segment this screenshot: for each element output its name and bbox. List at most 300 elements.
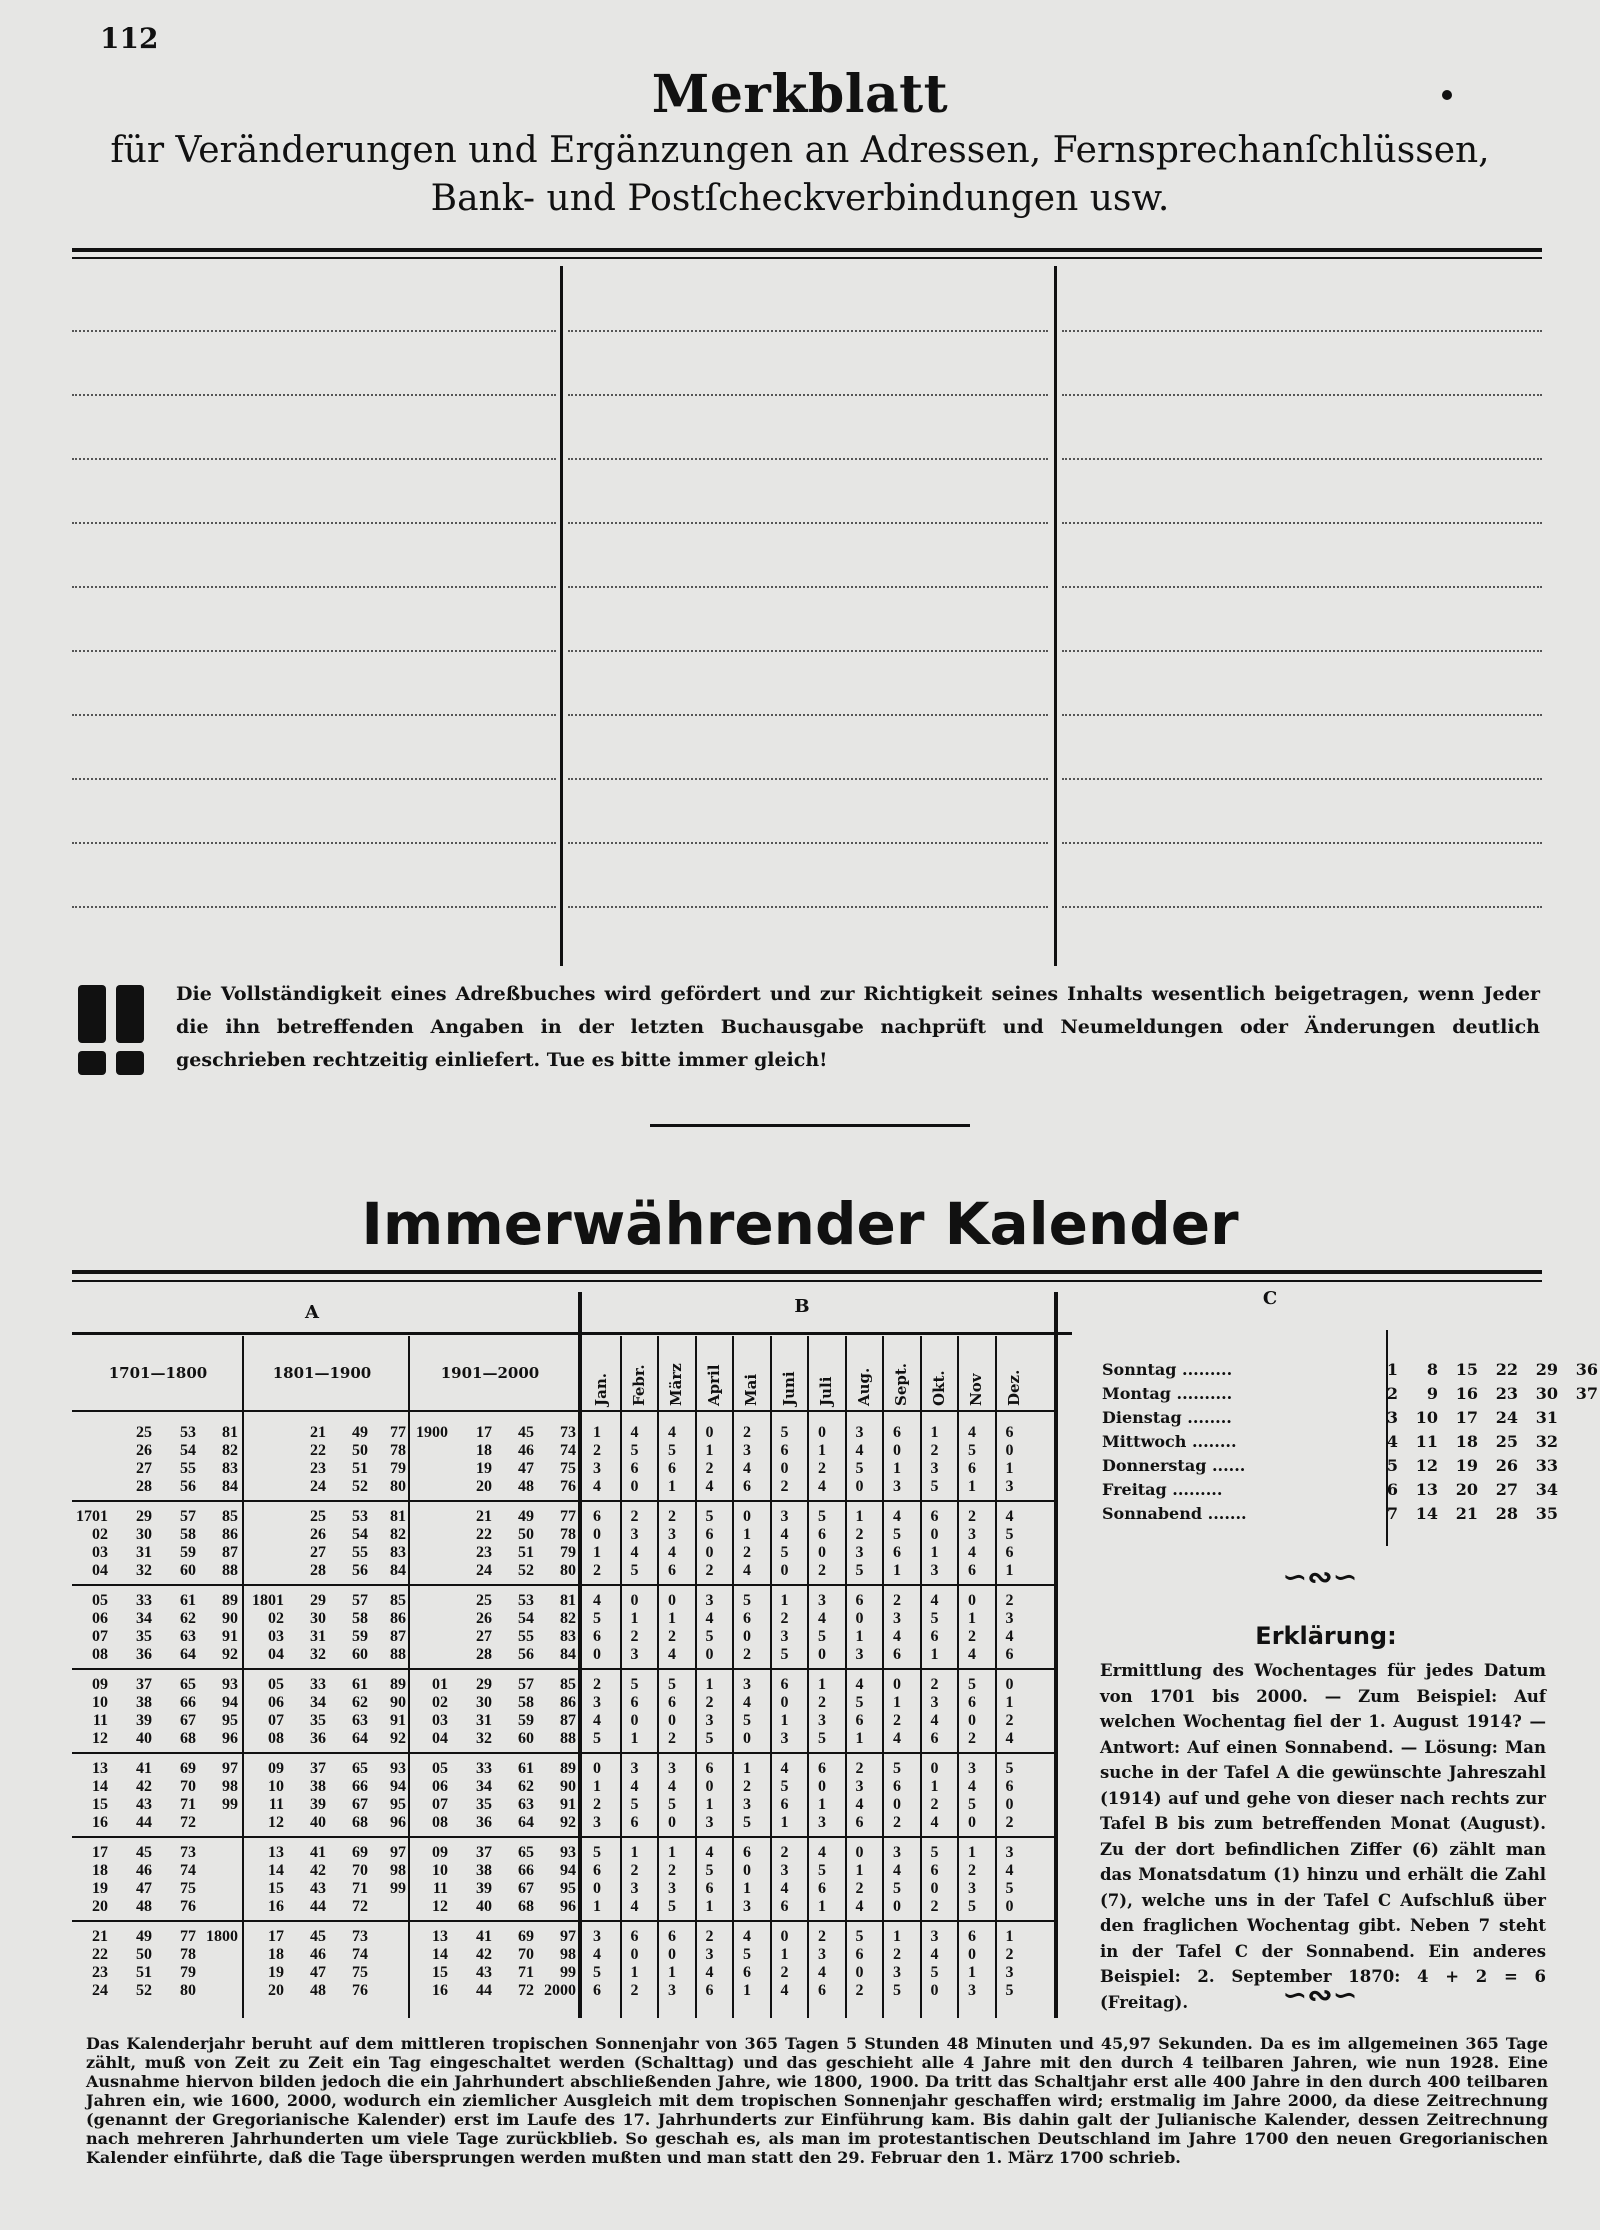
entry-line: [568, 842, 1048, 844]
month-code-cell: 3: [780, 1862, 789, 1879]
year-cell: 73: [352, 1928, 368, 1945]
year-cell: 28: [136, 1478, 152, 1495]
year-cell: 79: [390, 1460, 406, 1477]
table-a-b-divider: [578, 1292, 582, 2018]
year-cell: 62: [352, 1694, 368, 1711]
year-cell: 60: [518, 1730, 534, 1747]
entry-line: [72, 394, 556, 396]
month-code-cell: 5: [668, 1676, 676, 1693]
year-cell: 34: [310, 1694, 326, 1711]
weekday-number: 15: [1455, 1360, 1478, 1379]
year-cell: 28: [310, 1562, 326, 1579]
month-code-cell: 2: [893, 1592, 901, 1609]
year-cell: 94: [390, 1778, 406, 1795]
year-cell: 95: [222, 1712, 238, 1729]
year-cell: 06: [432, 1778, 448, 1795]
month-code-cell: 3: [743, 1898, 751, 1915]
month-code-cell: 4: [968, 1646, 976, 1663]
month-code-cell: 6: [893, 1424, 901, 1441]
table-c-label: C: [1262, 1288, 1278, 1309]
year-cell: 52: [352, 1478, 368, 1495]
year-cell: 55: [180, 1460, 196, 1477]
month-code-cell: 2: [893, 1946, 901, 1963]
month-header: Juli: [817, 1376, 835, 1406]
month-code-cell: 4: [818, 1964, 826, 1981]
month-code-cell: 2: [780, 1844, 789, 1861]
month-code-cell: 5: [593, 1730, 601, 1747]
year-cell: 20: [268, 1982, 284, 1999]
year-cell: 24: [476, 1562, 492, 1579]
weekday-label: Sonnabend .......: [1102, 1504, 1247, 1523]
month-code-cell: 6: [855, 1712, 864, 1729]
month-code-cell: 4: [630, 1898, 639, 1915]
year-cell: 94: [222, 1694, 238, 1711]
month-code-cell: 0: [743, 1730, 751, 1747]
month-code-cell: 2: [1005, 1592, 1014, 1609]
month-code-cell: 0: [743, 1862, 751, 1879]
weekday-number: 18: [1455, 1432, 1478, 1451]
month-code-cell: 4: [593, 1946, 601, 1963]
row-group-rule: [72, 1752, 1058, 1754]
year-cell: 39: [310, 1796, 326, 1813]
month-code-cell: 0: [630, 1478, 639, 1495]
year-cell: 74: [352, 1946, 368, 1963]
month-code-cell: 2: [855, 1982, 864, 1999]
month-code-cell: 0: [818, 1424, 826, 1441]
month-divider: [845, 1336, 847, 2018]
month-code-cell: 4: [893, 1628, 901, 1645]
month-code-cell: 0: [893, 1676, 901, 1693]
entry-line: [1062, 650, 1542, 652]
month-code-cell: 0: [968, 1592, 976, 1609]
month-code-cell: 2: [630, 1862, 639, 1879]
month-code-cell: 3: [1005, 1844, 1014, 1861]
month-code-cell: 1: [780, 1946, 789, 1963]
year-cell: 96: [222, 1730, 238, 1747]
year-cell: 27: [136, 1460, 152, 1477]
month-code-cell: 2: [1005, 1712, 1014, 1729]
weekday-number: 23: [1495, 1384, 1518, 1403]
year-cell: 79: [180, 1964, 196, 1981]
month-code-cell: 4: [630, 1778, 639, 1795]
year-cell: 81: [222, 1424, 238, 1441]
year-cell: 02: [92, 1526, 108, 1543]
month-code-cell: 4: [705, 1964, 714, 1981]
year-cell: 39: [136, 1712, 152, 1729]
month-code-cell: 6: [818, 1526, 826, 1543]
month-code-cell: 3: [743, 1796, 751, 1813]
year-cell: 09: [432, 1844, 448, 1861]
weekday-number: 7: [1386, 1504, 1398, 1523]
month-code-cell: 6: [705, 1880, 714, 1897]
entry-line: [1062, 778, 1542, 780]
month-header: Febr.: [629, 1364, 648, 1406]
month-code-cell: 6: [855, 1946, 864, 1963]
year-cell: 92: [390, 1730, 406, 1747]
year-cell: 06: [268, 1694, 284, 1711]
form-column-divider-2: [1054, 266, 1057, 966]
year-cell: 11: [268, 1796, 284, 1813]
month-code-cell: 2: [743, 1646, 751, 1663]
page-number: 112: [100, 22, 159, 55]
century-header: 1801—1900: [272, 1364, 372, 1382]
year-cell: 37: [136, 1676, 152, 1693]
weekday-number: 34: [1535, 1480, 1558, 1499]
month-code-cell: 5: [743, 1814, 751, 1831]
year-cell: 61: [518, 1760, 534, 1777]
entry-line: [1062, 842, 1542, 844]
year-cell: 80: [560, 1562, 576, 1579]
year-cell: 66: [518, 1862, 534, 1879]
month-code-cell: 4: [630, 1544, 639, 1561]
year-cell: 18: [92, 1862, 108, 1879]
year-cell: 06: [92, 1610, 108, 1627]
month-code-cell: 5: [1005, 1526, 1014, 1543]
year-cell: 09: [92, 1676, 108, 1693]
month-code-cell: 4: [893, 1862, 901, 1879]
entry-line: [72, 842, 556, 844]
year-cell: 17: [476, 1424, 492, 1441]
year-cell: 35: [310, 1712, 326, 1729]
month-code-cell: 1: [743, 1760, 751, 1777]
year-cell: 31: [136, 1544, 152, 1561]
year-cell: 74: [180, 1862, 196, 1879]
month-code-cell: 6: [593, 1982, 601, 1999]
year-cell: 25: [310, 1508, 326, 1525]
weekday-number: 4: [1386, 1432, 1398, 1451]
month-code-cell: 2: [930, 1442, 939, 1459]
year-cell: 97: [390, 1844, 406, 1861]
weekday-number: 24: [1495, 1408, 1518, 1427]
year-cell: 93: [560, 1844, 576, 1861]
year-cell: 04: [268, 1646, 284, 1663]
weekday-label: Mittwoch ........: [1102, 1432, 1237, 1451]
year-cell: 98: [222, 1778, 238, 1795]
footer-text: Das Kalenderjahr beruht auf dem mittleren tropischen Sonnenjahr von 365 Tagen 5 Stunden 48 Minuten und 45,97 Sekunden. Da es im allgemeinen 365 Tage zählt, muß von Zeit zu Zeit ein Tag eingeschaltet werden (Schalttag) und das geschieht alle 4 Jahre mit den durch 4 teilbaren Jahren, wie nun 1928. Eine Ausnahme hiervon bilden jedoch die ein Jahrhundert abschließenden Jahre, wie 1800, 1900. Da tritt das Schaltjahr erst alle 400 Jahre in den durch 400 teilbaren Jahren ein, wie 1600, 2000, wodurch ein ziemlicher Ausgleich mit dem tropischen Sonnenjahr geschaffen wird; erstmalig im Jahre 2000, da diese Zeitrechnung (genannt der Gregorianische Kalender) erst im Laufe des 17. Jahrhunderts zur Einführung kam. Bis dahin galt der Julianische Kalender, dessen Zeitrechnung nach mehreren Jahrhunderten um viele Tage zurückblieb. So geschah es, als man im protestantischen Deutschland im Jahre 1700 den neuen Gregorianischen Kalender einführte, daß die Tage übersprungen werden mußten und man statt den 29. Februar den 1. März 1700 schrieb.: [86, 2034, 1548, 2167]
year-cell: 47: [136, 1880, 152, 1897]
weekday-number: 11: [1415, 1432, 1438, 1451]
year-cell: 85: [390, 1592, 406, 1609]
month-code-cell: 6: [968, 1460, 976, 1477]
year-cell: 97: [222, 1760, 238, 1777]
year-cell: 50: [352, 1442, 368, 1459]
month-code-cell: 6: [743, 1610, 751, 1627]
year-cell: 01: [432, 1676, 448, 1693]
month-code-cell: 5: [780, 1424, 789, 1441]
year-cell: 17: [92, 1844, 108, 1861]
year-cell: 21: [476, 1508, 492, 1525]
month-code-cell: 1: [593, 1544, 601, 1561]
month-code-cell: 3: [968, 1982, 976, 1999]
weekday-number: 33: [1535, 1456, 1558, 1475]
year-cell: 95: [560, 1880, 576, 1897]
month-code-cell: 0: [968, 1946, 976, 1963]
year-cell: 46: [518, 1442, 534, 1459]
month-code-cell: 3: [593, 1928, 601, 1945]
year-cell: 44: [476, 1982, 492, 1999]
month-code-cell: 1: [968, 1478, 976, 1495]
year-cell: 58: [518, 1694, 534, 1711]
year-cell: 2000: [544, 1982, 576, 1999]
year-cell: 91: [560, 1796, 576, 1813]
month-code-cell: 3: [668, 1982, 676, 1999]
year-cell: 46: [310, 1946, 326, 1963]
month-code-cell: 1: [705, 1796, 714, 1813]
month-code-cell: 3: [855, 1544, 864, 1561]
month-code-cell: 5: [818, 1730, 826, 1747]
month-code-cell: 3: [668, 1880, 676, 1897]
year-cell: 42: [310, 1862, 326, 1879]
year-cell: 67: [352, 1796, 368, 1813]
row-group-rule: [72, 1836, 1058, 1838]
year-cell: 69: [180, 1760, 196, 1777]
month-code-cell: 5: [818, 1862, 826, 1879]
month-code-cell: 3: [630, 1880, 639, 1897]
year-cell: 47: [518, 1460, 534, 1477]
month-code-cell: 3: [743, 1442, 751, 1459]
year-cell: 41: [310, 1844, 326, 1861]
month-code-cell: 5: [1005, 1760, 1014, 1777]
year-cell: 37: [310, 1760, 326, 1777]
year-cell: 51: [518, 1544, 534, 1561]
month-divider: [732, 1336, 734, 2018]
month-code-cell: 5: [930, 1964, 939, 1981]
year-cell: 09: [268, 1760, 284, 1777]
month-code-cell: 1: [593, 1898, 601, 1915]
month-code-cell: 3: [855, 1778, 864, 1795]
month-code-cell: 0: [593, 1880, 601, 1897]
month-code-cell: 2: [968, 1730, 976, 1747]
month-code-cell: 4: [1005, 1628, 1014, 1645]
month-code-cell: 0: [705, 1424, 714, 1441]
month-code-cell: 1: [743, 1982, 751, 1999]
month-code-cell: 6: [930, 1862, 939, 1879]
month-code-cell: 6: [893, 1646, 901, 1663]
year-cell: 86: [222, 1526, 238, 1543]
weekday-number: 25: [1495, 1432, 1518, 1451]
weekday-number: 26: [1495, 1456, 1518, 1475]
month-code-cell: 4: [630, 1424, 639, 1441]
month-code-cell: 5: [593, 1844, 601, 1861]
month-code-cell: 0: [893, 1796, 901, 1813]
month-code-cell: 5: [1005, 1880, 1014, 1897]
month-code-cell: 0: [968, 1814, 976, 1831]
year-cell: 87: [390, 1628, 406, 1645]
weekday-number: 8: [1426, 1360, 1438, 1379]
month-code-cell: 3: [1005, 1964, 1014, 1981]
year-cell: 1900: [416, 1424, 448, 1441]
year-cell: 94: [560, 1862, 576, 1879]
month-code-cell: 4: [743, 1928, 751, 1945]
year-cell: 03: [268, 1628, 284, 1645]
weekday-number: 1: [1386, 1360, 1398, 1379]
month-code-cell: 3: [593, 1694, 601, 1711]
year-cell: 79: [560, 1544, 576, 1561]
month-code-cell: 0: [668, 1946, 676, 1963]
month-divider: [620, 1336, 622, 2018]
entry-line: [1062, 906, 1542, 908]
month-code-cell: 2: [893, 1814, 901, 1831]
month-code-cell: 1: [630, 1730, 639, 1747]
month-code-cell: 6: [855, 1814, 864, 1831]
month-code-cell: 2: [930, 1898, 939, 1915]
entry-line: [568, 778, 1048, 780]
year-cell: 62: [518, 1778, 534, 1795]
year-cell: 42: [136, 1778, 152, 1795]
year-cell: 64: [518, 1814, 534, 1831]
month-code-cell: 2: [668, 1508, 676, 1525]
month-code-cell: 3: [705, 1814, 714, 1831]
month-code-cell: 0: [930, 1880, 939, 1897]
entry-line: [1062, 394, 1542, 396]
year-cell: 15: [268, 1880, 284, 1897]
year-cell: 90: [560, 1778, 576, 1795]
year-cell: 24: [92, 1982, 108, 1999]
year-cell: 87: [560, 1712, 576, 1729]
year-cell: 98: [390, 1862, 406, 1879]
month-header: Okt.: [929, 1370, 948, 1406]
month-code-cell: 3: [818, 1814, 826, 1831]
exclamation-icon: [72, 985, 150, 1075]
table-a-label: A: [305, 1302, 319, 1323]
year-cell: 32: [136, 1562, 152, 1579]
weekday-number: 37: [1575, 1384, 1598, 1403]
year-cell: 71: [518, 1964, 534, 1981]
weekday-number: 35: [1535, 1504, 1558, 1523]
year-cell: 91: [390, 1712, 406, 1729]
month-code-cell: 6: [668, 1928, 676, 1945]
year-cell: 14: [268, 1862, 284, 1879]
year-cell: 49: [136, 1928, 152, 1945]
weekday-number: 29: [1535, 1360, 1558, 1379]
month-code-cell: 1: [630, 1610, 639, 1627]
weekday-label: Montag ..........: [1102, 1384, 1233, 1403]
year-cell: 18: [476, 1442, 492, 1459]
year-cell: 84: [560, 1646, 576, 1663]
year-cell: 18: [268, 1946, 284, 1963]
month-divider: [657, 1336, 659, 2018]
year-cell: 76: [560, 1478, 576, 1495]
year-cell: 87: [222, 1544, 238, 1561]
year-cell: 26: [136, 1442, 152, 1459]
month-code-cell: 3: [743, 1676, 751, 1693]
year-cell: 36: [310, 1730, 326, 1747]
month-header: März: [667, 1363, 685, 1406]
entry-line: [568, 586, 1048, 588]
month-code-cell: 4: [855, 1898, 864, 1915]
month-header: Mai: [742, 1373, 760, 1406]
weekday-number: 2: [1386, 1384, 1398, 1403]
entry-line: [72, 330, 556, 332]
weekday-number: 32: [1535, 1432, 1558, 1451]
month-code-cell: 1: [893, 1694, 901, 1711]
month-code-cell: 1: [705, 1898, 714, 1915]
month-code-cell: 5: [1005, 1982, 1014, 1999]
subtitle-line-1: für Veränderungen und Ergänzungen an Adressen, Fernsprechanſchlüssen,: [110, 130, 1490, 171]
month-code-cell: 2: [780, 1478, 789, 1495]
month-code-cell: 3: [593, 1460, 601, 1477]
month-code-cell: 0: [818, 1544, 826, 1561]
month-code-cell: 0: [930, 1982, 939, 1999]
year-cell: 29: [136, 1508, 152, 1525]
weekday-label: Freitag .........: [1102, 1480, 1223, 1499]
year-cell: 53: [180, 1424, 196, 1441]
month-code-cell: 4: [705, 1478, 714, 1495]
table-b-right-rule: [1054, 1292, 1058, 2018]
year-cell: 1801: [252, 1592, 284, 1609]
year-cell: 15: [432, 1964, 448, 1981]
year-cell: 80: [180, 1982, 196, 1999]
century-header: 1701—1800: [108, 1364, 208, 1382]
year-cell: 54: [180, 1442, 196, 1459]
notice-text: Die Vollständigkeit eines Adreßbuches wird gefördert und zur Richtigkeit seines Inhalts wesentlich beigetragen, wenn Jeder die ihn betreffenden Angaben in der letzten Buchausgabe nachprüft und Neumeldungen oder Änderungen deutlich geschrieben rechtzeitig einliefert. Tue es bitte immer gleich!: [176, 983, 1540, 1071]
month-code-cell: 4: [668, 1646, 676, 1663]
month-code-cell: 0: [593, 1526, 601, 1543]
month-code-cell: 0: [1005, 1676, 1014, 1693]
year-cell: 52: [518, 1562, 534, 1579]
entry-line: [568, 330, 1048, 332]
year-cell: 80: [390, 1478, 406, 1495]
year-cell: 32: [310, 1646, 326, 1663]
entry-line: [568, 714, 1048, 716]
month-code-cell: 0: [818, 1646, 826, 1663]
weekday-number: 9: [1426, 1384, 1438, 1403]
year-cell: 31: [476, 1712, 492, 1729]
month-code-cell: 4: [818, 1610, 826, 1627]
year-cell: 86: [560, 1694, 576, 1711]
year-cell: 03: [92, 1544, 108, 1561]
month-code-cell: 4: [743, 1694, 751, 1711]
year-cell: 42: [476, 1946, 492, 1963]
month-code-cell: 6: [1005, 1544, 1014, 1561]
year-cell: 81: [560, 1592, 576, 1609]
month-code-cell: 4: [930, 1814, 939, 1831]
year-cell: 43: [310, 1880, 326, 1897]
year-cell: 51: [352, 1460, 368, 1477]
year-cell: 55: [352, 1544, 368, 1561]
month-code-cell: 2: [1005, 1814, 1014, 1831]
month-code-cell: 1: [855, 1628, 864, 1645]
month-code-cell: 0: [855, 1964, 864, 1981]
month-code-cell: 5: [818, 1508, 826, 1525]
month-code-cell: 4: [668, 1424, 676, 1441]
month-code-cell: 2: [705, 1460, 714, 1477]
explanation-title: Erklärung:: [1255, 1622, 1397, 1650]
century-header: 1901—2000: [440, 1364, 540, 1382]
year-cell: 14: [432, 1946, 448, 1963]
month-code-cell: 2: [630, 1508, 639, 1525]
calendar-title: Immerwährender Kalender: [361, 1190, 1239, 1258]
year-cell: 05: [268, 1676, 284, 1693]
year-cell: 89: [222, 1592, 238, 1609]
month-code-cell: 1: [1005, 1562, 1014, 1579]
month-code-cell: 1: [818, 1796, 826, 1813]
year-cell: 45: [136, 1844, 152, 1861]
explanation-text: Ermittlung des Wochentages für jedes Datum von 1701 bis 2000. — Zum Beispiel: Auf welchen Wochentag fiel der 1. August 1914? — Antwort: Auf einen Sonnabend. — Lösung: Man suche in der Tafel A die gewünschte Jahreszahl (1914) auf und gehe von dieser nach rechts zur Tafel B bis zum betreffenden Monat (August). Zu der dort befindlichen Ziffer (6) zählt man das Monatsdatum (1) hinzu und erhält die Zahl (7), welche uns in der Tafel C Aufschluß über den fraglichen Wochentag gibt. Neben 7 steht in der Tafel C der Sonnabend. Ein anderes Beispiel: 2. September 1870: 4 + 2 = 6 (Freitag).: [1100, 1661, 1546, 2012]
month-code-cell: 1: [630, 1964, 639, 1981]
month-code-cell: 4: [1005, 1730, 1014, 1747]
year-cell: 39: [476, 1880, 492, 1897]
weekday-number: 22: [1495, 1360, 1518, 1379]
month-code-cell: 6: [930, 1730, 939, 1747]
month-code-cell: 1: [780, 1712, 789, 1729]
month-code-cell: 0: [1005, 1442, 1014, 1459]
month-code-cell: 1: [668, 1964, 676, 1981]
row-group-rule: [72, 1920, 1058, 1922]
month-code-cell: 6: [743, 1964, 751, 1981]
month-code-cell: 4: [855, 1676, 864, 1693]
year-cell: 76: [352, 1982, 368, 1999]
